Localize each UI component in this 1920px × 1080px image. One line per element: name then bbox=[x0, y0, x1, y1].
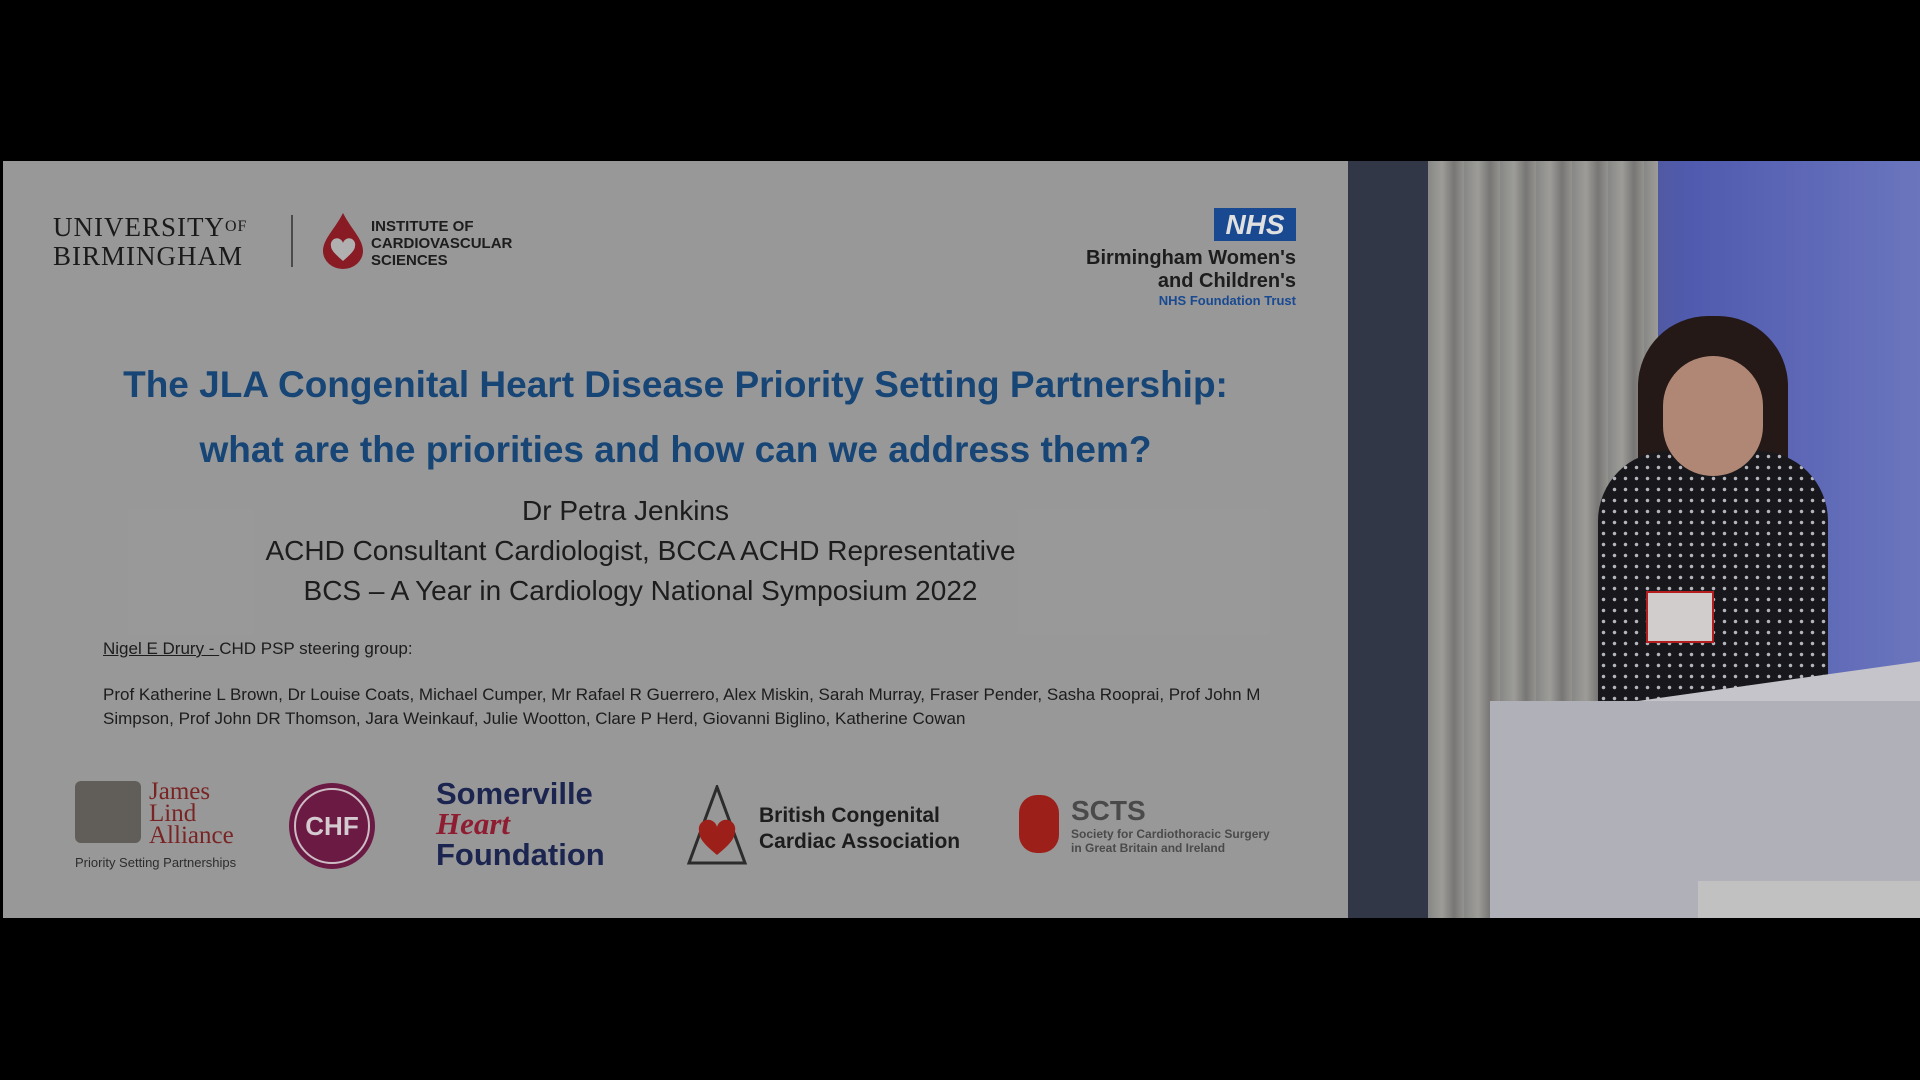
trust-name bbox=[1086, 247, 1296, 309]
speaker-video bbox=[1348, 161, 1920, 918]
credit-name: Nigel E Drury - bbox=[103, 639, 220, 658]
jla-name bbox=[149, 778, 234, 849]
jla-name-line1: James bbox=[149, 778, 211, 805]
bcca-text bbox=[759, 803, 960, 855]
bcca-emblem-icon bbox=[683, 785, 751, 865]
trust-line1: Birmingham Women's bbox=[1086, 247, 1296, 269]
name-badge bbox=[1646, 591, 1714, 643]
presentation-slide bbox=[3, 161, 1348, 918]
chf-logo bbox=[287, 781, 377, 876]
somerville-line2: Heart bbox=[436, 806, 511, 841]
credit-line bbox=[103, 639, 413, 659]
somerville-heart-foundation-logo bbox=[436, 776, 605, 872]
somerville-line3: Foundation bbox=[436, 837, 605, 872]
speaker-name: Dr Petra Jenkins bbox=[522, 495, 729, 526]
uob-line2: BIRMINGHAM bbox=[53, 241, 244, 271]
jla-subtitle: Priority Setting Partnerships bbox=[75, 855, 237, 870]
wall-shadow bbox=[1348, 161, 1438, 918]
scts-title: SCTS bbox=[1071, 795, 1146, 826]
uob-of: OF bbox=[225, 218, 248, 235]
scts-sub-line1: Society for Cardiothoracic Surgery bbox=[1071, 827, 1270, 841]
trust-line2: and Children's bbox=[1157, 270, 1296, 292]
trust-line3: NHS Foundation Trust bbox=[1158, 293, 1296, 308]
bcca-line1: British Congenital bbox=[759, 804, 940, 827]
institute-cardiovascular-text bbox=[371, 218, 512, 269]
institute-line1: INSTITUTE OF bbox=[371, 218, 474, 235]
university-of-birmingham-logo bbox=[53, 213, 247, 271]
jla-name-line2: Lind bbox=[149, 800, 197, 827]
uob-line1: UNIVERSITY bbox=[53, 212, 225, 242]
event-name: BCS – A Year in Cardiology National Symposium 2022 bbox=[303, 575, 978, 606]
chf-text: CHF bbox=[305, 811, 359, 841]
portrait-icon bbox=[75, 781, 141, 843]
speaker-role: ACHD Consultant Cardiologist, BCCA ACHD Representative bbox=[265, 535, 1016, 566]
slide-title-line2: what are the priorities and how can we address them? bbox=[199, 429, 1152, 470]
somerville-line1: Somerville bbox=[436, 776, 593, 811]
chf-heart-badge-icon bbox=[287, 781, 377, 871]
slide-title-line1: The JLA Congenital Heart Disease Priority Setting Partnership: bbox=[123, 364, 1228, 405]
jla-name-line3: Alliance bbox=[149, 822, 234, 849]
blood-drop-heart-icon bbox=[321, 211, 365, 271]
institute-line3: SCIENCES bbox=[371, 252, 448, 269]
scts-sub-line2: in Great Britain and Ireland bbox=[1071, 841, 1226, 855]
steering-group-names: Prof Katherine L Brown, Dr Louise Coats, Michael Cumper, Mr Rafael R Guerrero, Alex Miskin, Sarah Murray, Fraser Pender, Sasha Rooprai, Prof John M Simpson, Prof John DR Thomson, Jara Weinkauf, Julie Wootton, Clare P Herd, Giovanni Biglino, Katherine Cowan bbox=[103, 685, 1261, 728]
bcca-line2: Cardiac Association bbox=[759, 830, 961, 853]
scts-crest-icon bbox=[1019, 795, 1059, 853]
monitor-edge bbox=[1698, 881, 1920, 918]
institute-line2: CARDIOVASCULAR bbox=[371, 235, 513, 252]
logo-divider bbox=[291, 215, 293, 267]
scts-subtitle bbox=[1071, 827, 1270, 855]
speaker-face bbox=[1663, 356, 1763, 476]
video-frame bbox=[0, 161, 1920, 918]
credit-group: CHD PSP steering group: bbox=[219, 639, 413, 658]
bcca-logo bbox=[683, 785, 961, 870]
nhs-logo: NHS bbox=[1214, 208, 1296, 241]
